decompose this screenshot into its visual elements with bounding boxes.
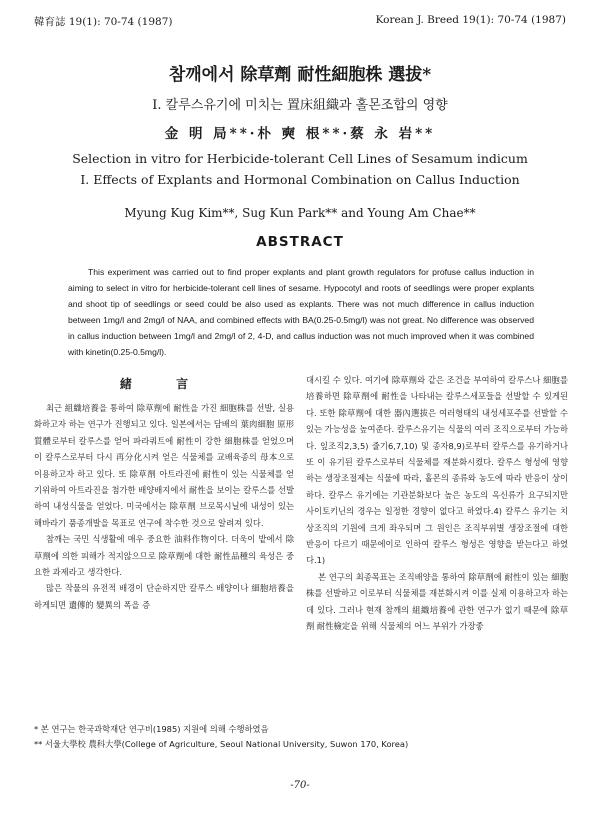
footnote: ** 서울大學校 農科大學(College of Agriculture, Seoul National University, Suwon 170, Korea) (34, 739, 409, 749)
intro-paragraph: 대시킬 수 있다. 여기에 除草劑와 같은 조건을 부여하여 칼루스나 細胞를 培養하면 除草劑에 耐性을 나타내는 칼루스세포들을 선발할 수 있게된다. 또한 除草劑에 대한 器內選拔은 여러형태의 내성세포주를 선발할 수 있는 가능성을 높여준다. 칼루스유기는 식물의 여러 조직으로부터 가능하다. 잎조직2,3,5) 줄기6,7,10) 및 종자8,9)로부터 칼루스를 유기하거나 또 이 유기된 칼루스로부터 식물체를 재분화시켰다. 칼루스 형성에 영향하는 생장조절제는 식물에 따라, 홀몬의 종류와 농도에 따라 반응이 상이하다. 칼루스 유기에는 기관분화보다 높은 농도의 옥신류가 요구되지만 사이토키닌의 경우는 일정한 경향이 없다고 하였다.4) 칼루스 유기는 치상조직의 기원에 크게 좌우되며 그 원인은 조직부위별 생장조절에 대한 반응이 다르기 때문에이로 인하여 칼루스 형성은 영향을 받는다고 하였다.1) (306, 375, 568, 566)
footnotes (34, 722, 574, 752)
journal-header-left: 韓育誌 19(1): 70-74 (1987) (34, 16, 173, 28)
english-authors: Myung Kug Kim**, Sug Kun Park** and Young Am Chae** (124, 206, 476, 220)
page-number: -70- (290, 780, 310, 791)
intro-paragraph: 최근 組織培養을 통하여 除草劑에 耐性을 가진 細胞株를 선발, 실용화하고자 하는 연구가 진행되고 있다. 일본에서는 담배의 葉肉細胞 原形質體로부터 칼루스를 얻어 파라쿼트에 耐性이 강한 細胞株를 얻었으며 이 칼루스로부터 다시 再分化시켜 얻은 식물체를 교배육종의 母本으로 이용하고자 하고 있다. 또 除草劑 아트라진에 耐性이 있는 식물체를 얻기위하여 아트라진을 첨가한 배양배지에서 耐性을 보이는 칼루스를 선발하여 내성식물을 얻었다. 미국에서는 除草劑 브로목시닐에 내성이 있는 해바라기 품종개발을 목표로 연구에 착수한 것으로 알려져 있다. (34, 403, 294, 528)
abstract-text: This experiment was carried out to find proper explants and plant growth regulators for profuse callus induction in aiming to select in vitro for herbicide-tolerant cell lines of sesame. Hypocotyl and roots of seedlings were proper explants and shoot tip of seedlings or seed could be also used as explants. There was not much difference in callus induction between 1mg/l and 2mg/l of NAA, and combined effects with BA(0.25-0.5mg/l) was not great. No difference was observed in callus induction between 1mg/l and 2mg/l of 2, 4-D, and callus induction was not much improved when it was combined with kinetin(0.25-0.5mg/l). (68, 267, 534, 357)
korean-subtitle: Ⅰ. 칼루스유기에 미치는 置床組織과 홀몬조합의 영향 (152, 98, 448, 113)
footnote: * 본 연구는 한국과학재단 연구비(1985) 지원에 의해 수행하였음 (34, 724, 269, 734)
korean-title: 참깨에서 除草劑 耐性細胞株 選拔* (168, 65, 432, 85)
intro-paragraph: 많은 작물의 유전적 배경이 단순하지만 칼루스 배양이나 細胞培養을 하게되면 遺傳的 變異의 폭을 증 (34, 583, 294, 610)
english-subtitle: Ⅰ. Effects of Explants and Hormonal Combination on Callus Induction (80, 172, 520, 187)
korean-authors: 金 明 局**·朴 奭 根**·蔡 永 岩** (164, 126, 436, 142)
abstract-heading: ABSTRACT (256, 234, 344, 250)
intro-left-column (34, 400, 294, 613)
journal-header-right: Korean J. Breed 19(1): 70-74 (1987) (375, 14, 566, 26)
english-title: Selection in vitro for Herbicide-tolerant Cell Lines of Sesamum indicum (72, 151, 528, 166)
intro-paragraph: 참깨는 국민 식생활에 매우 중요한 油料作物이다. 더욱이 밭에서 除草劑에 의한 피해가 적지않으므로 除草劑에 대한 耐性品種의 육성은 중요한 과제라고 생각한다. (34, 534, 294, 578)
intro-paragraph: 본 연구의 최종목표는 조직배양을 통하여 除草劑에 耐性이 있는 細胞株를 선발하고 이로부터 식물체를 재분화시켜 이를 실제 이용하고자 하는데 있다. 그러나 현재 참깨의 組織培養에 관한 연구가 없기 때문에 除草劑 耐性檢定을 위해 식물체의 어느 부위가 가장좋 (306, 571, 568, 632)
intro-right-column (306, 372, 568, 635)
intro-heading: 緒 言 (119, 377, 209, 391)
